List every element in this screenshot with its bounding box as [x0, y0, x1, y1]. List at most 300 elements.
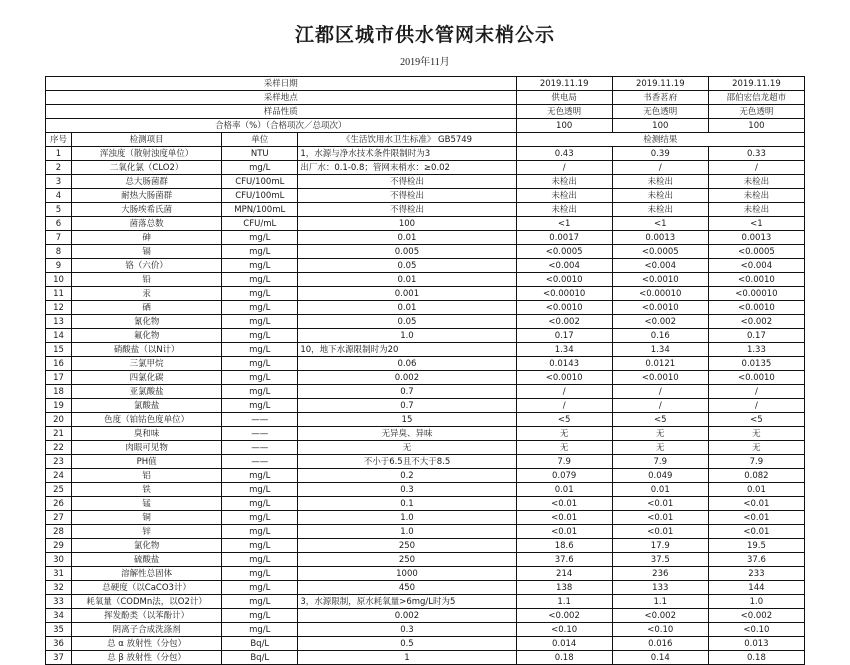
cell-result-3: <0.10 [708, 623, 804, 637]
cell-standard: 1.0 [298, 329, 516, 343]
cell-unit: mg/L [222, 567, 298, 581]
cell-unit: mg/L [222, 483, 298, 497]
cell-no: 14 [46, 329, 72, 343]
table-row [46, 161, 805, 175]
cell-standard: 1 [298, 651, 516, 665]
table-row [46, 441, 805, 455]
cell-result-2: <0.0010 [612, 273, 708, 287]
cell-result-3: 0.013 [708, 637, 804, 651]
table-row [46, 427, 805, 441]
cell-result-1: 0.0143 [516, 357, 612, 371]
cell-result-1: 未检出 [516, 189, 612, 203]
cell-result-1: <0.01 [516, 497, 612, 511]
cell-result-2: 0.14 [612, 651, 708, 665]
cell-result-3: <0.0005 [708, 245, 804, 259]
cell-result-3: 无 [708, 441, 804, 455]
cell-unit: MPN/100mL [222, 203, 298, 217]
cell-result-3: 19.5 [708, 539, 804, 553]
cell-unit: —— [222, 441, 298, 455]
cell-result-3: / [708, 399, 804, 413]
cell-result-1: / [516, 399, 612, 413]
cell-result-3: <0.0010 [708, 301, 804, 315]
cell-result-3: 37.6 [708, 553, 804, 567]
cell-standard: 0.002 [298, 371, 516, 385]
cell-item: 三氯甲烷 [72, 357, 222, 371]
cell-unit: mg/L [222, 301, 298, 315]
table-row [46, 385, 805, 399]
cell-unit: mg/L [222, 273, 298, 287]
table-row [46, 189, 805, 203]
cell-result-1: / [516, 161, 612, 175]
cell-result-2: 未检出 [612, 175, 708, 189]
cell-result-1: <0.0010 [516, 371, 612, 385]
table-row [46, 595, 805, 609]
table-row [46, 469, 805, 483]
cell-result-3: 0.0135 [708, 357, 804, 371]
cell-no: 35 [46, 623, 72, 637]
cell-result-1: / [516, 385, 612, 399]
cell-item: 总 α 放射性（分包） [72, 637, 222, 651]
cell-result-3: <5 [708, 413, 804, 427]
cell-standard: 0.3 [298, 483, 516, 497]
cell-unit: —— [222, 455, 298, 469]
cell-result-1: 37.6 [516, 553, 612, 567]
cell-item: 铬（六价） [72, 259, 222, 273]
cell-result-3: 7.9 [708, 455, 804, 469]
cell-result-2: <0.004 [612, 259, 708, 273]
cell-no: 23 [46, 455, 72, 469]
cell-result-3: <0.004 [708, 259, 804, 273]
cell-item: 氟化物 [72, 329, 222, 343]
cell-result-3: / [708, 385, 804, 399]
cell-standard: 15 [298, 413, 516, 427]
table-row [46, 203, 805, 217]
cell-item: 大肠埃希氏菌 [72, 203, 222, 217]
sampling-date-3: 2019.11.19 [708, 77, 804, 91]
cell-result-1: 0.079 [516, 469, 612, 483]
cell-result-2: <5 [612, 413, 708, 427]
cell-result-1: <0.002 [516, 315, 612, 329]
cell-item: 溶解性总固体 [72, 567, 222, 581]
cell-item: 总大肠菌群 [72, 175, 222, 189]
table-row [46, 525, 805, 539]
cell-unit: CFU/100mL [222, 175, 298, 189]
cell-item: 总硬度（以CaCO3计） [72, 581, 222, 595]
cell-no: 19 [46, 399, 72, 413]
cell-standard: 250 [298, 553, 516, 567]
cell-item: 臭和味 [72, 427, 222, 441]
cell-no: 8 [46, 245, 72, 259]
cell-no: 4 [46, 189, 72, 203]
cell-item: 铅 [72, 273, 222, 287]
cell-no: 37 [46, 651, 72, 665]
table-row [46, 147, 805, 161]
cell-result-2: 无 [612, 427, 708, 441]
label-sampling-date: 采样日期 [46, 77, 517, 91]
cell-no: 29 [46, 539, 72, 553]
cell-standard: 不得检出 [298, 203, 516, 217]
cell-no: 7 [46, 231, 72, 245]
cell-result-1: 7.9 [516, 455, 612, 469]
cell-standard: 不得检出 [298, 175, 516, 189]
cell-result-1: <0.01 [516, 525, 612, 539]
table-row [46, 413, 805, 427]
cell-result-3: 144 [708, 581, 804, 595]
cell-result-2: <0.002 [612, 609, 708, 623]
cell-item: 耐热大肠菌群 [72, 189, 222, 203]
table-row [46, 539, 805, 553]
table-row [46, 315, 805, 329]
table-row [46, 511, 805, 525]
table-row [46, 581, 805, 595]
cell-no: 9 [46, 259, 72, 273]
cell-item: 氰化物 [72, 315, 222, 329]
cell-result-2: 0.016 [612, 637, 708, 651]
cell-item: 亚氯酸盐 [72, 385, 222, 399]
table-row [46, 609, 805, 623]
table-row [46, 483, 805, 497]
cell-unit: mg/L [222, 329, 298, 343]
cell-unit: CFU/100mL [222, 189, 298, 203]
cell-result-3: 1.0 [708, 595, 804, 609]
cell-result-2: 133 [612, 581, 708, 595]
cell-standard: 1.0 [298, 511, 516, 525]
cell-standard: 无异臭、异味 [298, 427, 516, 441]
document-page [0, 20, 850, 663]
cell-standard: 0.1 [298, 497, 516, 511]
cell-no: 31 [46, 567, 72, 581]
cell-standard: 0.01 [298, 231, 516, 245]
cell-item: 挥发酚类（以苯酚计） [72, 609, 222, 623]
label-sampling-location: 采样地点 [46, 91, 517, 105]
cell-no: 16 [46, 357, 72, 371]
cell-no: 24 [46, 469, 72, 483]
cell-result-1: 214 [516, 567, 612, 581]
table-row [46, 455, 805, 469]
cell-item: 总 β 放射性（分包） [72, 651, 222, 665]
cell-no: 15 [46, 343, 72, 357]
cell-standard: 0.002 [298, 609, 516, 623]
cell-no: 2 [46, 161, 72, 175]
cell-no: 21 [46, 427, 72, 441]
cell-result-3: <0.01 [708, 511, 804, 525]
cell-item: 氯酸盐 [72, 399, 222, 413]
cell-unit: mg/L [222, 525, 298, 539]
table-row [46, 637, 805, 651]
col-header-result: 检测结果 [516, 133, 804, 147]
cell-result-2: 0.049 [612, 469, 708, 483]
cell-result-2: / [612, 399, 708, 413]
cell-result-2: <0.0010 [612, 371, 708, 385]
cell-no: 22 [46, 441, 72, 455]
table-row [46, 245, 805, 259]
cell-no: 10 [46, 273, 72, 287]
cell-item: 铜 [72, 511, 222, 525]
table-row [46, 273, 805, 287]
cell-result-2: 7.9 [612, 455, 708, 469]
cell-unit: mg/L [222, 539, 298, 553]
table-row [46, 175, 805, 189]
cell-item: 耗氧量（CODMn法，以O2计） [72, 595, 222, 609]
cell-no: 25 [46, 483, 72, 497]
cell-standard: 不得检出 [298, 189, 516, 203]
page-subtitle: 2019年11月 [400, 57, 450, 68]
table-row [46, 497, 805, 511]
cell-item: 硝酸盐（以N计） [72, 343, 222, 357]
cell-standard: 3，水源限制，原水耗氧量>6mg/L时为5 [298, 595, 516, 609]
cell-result-3: 0.01 [708, 483, 804, 497]
cell-result-3: <0.002 [708, 609, 804, 623]
cell-standard: 不小于6.5且不大于8.5 [298, 455, 516, 469]
table-row [46, 357, 805, 371]
cell-standard: 250 [298, 539, 516, 553]
table-row [46, 301, 805, 315]
cell-no: 17 [46, 371, 72, 385]
sample-property-1: 无色透明 [516, 105, 612, 119]
cell-standard: 0.2 [298, 469, 516, 483]
cell-no: 20 [46, 413, 72, 427]
cell-result-2: 未检出 [612, 203, 708, 217]
cell-result-1: 0.014 [516, 637, 612, 651]
cell-result-1: 无 [516, 427, 612, 441]
header-row-pass-rate [46, 119, 805, 133]
column-header-row [46, 133, 805, 147]
cell-no: 12 [46, 301, 72, 315]
cell-no: 32 [46, 581, 72, 595]
cell-result-1: <0.0010 [516, 273, 612, 287]
cell-result-1: 138 [516, 581, 612, 595]
cell-result-2: <0.002 [612, 315, 708, 329]
cell-standard: 10，地下水源限制时为20 [298, 343, 516, 357]
cell-result-1: <5 [516, 413, 612, 427]
cell-result-1: <0.0010 [516, 301, 612, 315]
cell-result-1: <0.00010 [516, 287, 612, 301]
cell-result-1: 0.43 [516, 147, 612, 161]
cell-item: 锰 [72, 497, 222, 511]
cell-result-3: <0.0010 [708, 273, 804, 287]
cell-unit: mg/L [222, 245, 298, 259]
cell-result-3: <0.01 [708, 525, 804, 539]
sampling-location-1: 供电局 [516, 91, 612, 105]
cell-no: 36 [46, 637, 72, 651]
cell-result-3: 0.17 [708, 329, 804, 343]
cell-item: 锌 [72, 525, 222, 539]
cell-unit: mg/L [222, 357, 298, 371]
cell-item: 镉 [72, 245, 222, 259]
cell-unit: mg/L [222, 259, 298, 273]
cell-item: 四氯化碳 [72, 371, 222, 385]
cell-no: 34 [46, 609, 72, 623]
cell-result-3: / [708, 161, 804, 175]
cell-item: PH值 [72, 455, 222, 469]
cell-standard: 0.7 [298, 385, 516, 399]
cell-standard: 0.01 [298, 301, 516, 315]
cell-no: 30 [46, 553, 72, 567]
cell-standard: 无 [298, 441, 516, 455]
cell-result-2: 未检出 [612, 189, 708, 203]
cell-result-3: 未检出 [708, 189, 804, 203]
cell-result-3: <1 [708, 217, 804, 231]
cell-result-3: 233 [708, 567, 804, 581]
cell-standard: 0.001 [298, 287, 516, 301]
cell-result-1: <0.10 [516, 623, 612, 637]
cell-unit: mg/L [222, 385, 298, 399]
table-row [46, 651, 805, 665]
pass-rate-2: 100 [612, 119, 708, 133]
cell-result-2: <0.01 [612, 497, 708, 511]
table-row [46, 329, 805, 343]
cell-no: 13 [46, 315, 72, 329]
sampling-date-2: 2019.11.19 [612, 77, 708, 91]
cell-standard: 0.06 [298, 357, 516, 371]
cell-result-2: 0.39 [612, 147, 708, 161]
cell-result-1: 1.34 [516, 343, 612, 357]
cell-result-3: 0.33 [708, 147, 804, 161]
cell-result-1: 1.1 [516, 595, 612, 609]
cell-standard: 0.01 [298, 273, 516, 287]
cell-standard: 1.0 [298, 525, 516, 539]
cell-item: 氯化物 [72, 539, 222, 553]
cell-result-3: 0.082 [708, 469, 804, 483]
cell-unit: —— [222, 427, 298, 441]
col-header-standard: 《生活饮用水卫生标准》 GB5749 [298, 133, 516, 147]
cell-result-1: 未检出 [516, 175, 612, 189]
table-row [46, 399, 805, 413]
cell-result-3: 0.0013 [708, 231, 804, 245]
cell-item: 硒 [72, 301, 222, 315]
cell-result-3: <0.0010 [708, 371, 804, 385]
pass-rate-1: 100 [516, 119, 612, 133]
cell-result-2: 236 [612, 567, 708, 581]
cell-result-2: 1.34 [612, 343, 708, 357]
cell-unit: mg/L [222, 623, 298, 637]
cell-result-2: <0.00010 [612, 287, 708, 301]
cell-result-3: <0.00010 [708, 287, 804, 301]
col-header-unit: 单位 [222, 133, 298, 147]
water-quality-table [45, 76, 805, 665]
sampling-date-1: 2019.11.19 [516, 77, 612, 91]
header-row-sampling-location [46, 91, 805, 105]
cell-result-2: 17.9 [612, 539, 708, 553]
cell-result-3: 0.18 [708, 651, 804, 665]
cell-unit: mg/L [222, 497, 298, 511]
sample-property-3: 无色透明 [708, 105, 804, 119]
cell-unit: mg/L [222, 581, 298, 595]
cell-unit: NTU [222, 147, 298, 161]
cell-standard: 1，水源与净水技术条件限制时为3 [298, 147, 516, 161]
sampling-location-2: 书香茗府 [612, 91, 708, 105]
table-row [46, 371, 805, 385]
label-pass-rate: 合格率（%）（合格项次／总项次） [46, 119, 517, 133]
table-row [46, 343, 805, 357]
cell-item: 硫酸盐 [72, 553, 222, 567]
table-body [46, 77, 805, 665]
cell-unit: mg/L [222, 371, 298, 385]
cell-result-2: <0.01 [612, 525, 708, 539]
cell-result-1: 0.01 [516, 483, 612, 497]
cell-result-2: <0.01 [612, 511, 708, 525]
cell-result-2: 37.5 [612, 553, 708, 567]
cell-no: 33 [46, 595, 72, 609]
cell-unit: Bq/L [222, 637, 298, 651]
cell-unit: mg/L [222, 161, 298, 175]
cell-standard: 100 [298, 217, 516, 231]
cell-unit: mg/L [222, 553, 298, 567]
cell-result-2: 0.0121 [612, 357, 708, 371]
cell-result-2: / [612, 161, 708, 175]
cell-standard: 0.7 [298, 399, 516, 413]
cell-result-1: 无 [516, 441, 612, 455]
table-row [46, 567, 805, 581]
col-header-item: 检测项目 [72, 133, 222, 147]
table-row [46, 259, 805, 273]
cell-no: 26 [46, 497, 72, 511]
cell-standard: 0.005 [298, 245, 516, 259]
cell-result-2: <0.0005 [612, 245, 708, 259]
cell-no: 27 [46, 511, 72, 525]
cell-result-3: <0.01 [708, 497, 804, 511]
cell-standard: 1000 [298, 567, 516, 581]
cell-result-1: <0.0005 [516, 245, 612, 259]
cell-result-3: 未检出 [708, 203, 804, 217]
cell-no: 11 [46, 287, 72, 301]
cell-unit: mg/L [222, 231, 298, 245]
table-row [46, 287, 805, 301]
cell-item: 汞 [72, 287, 222, 301]
cell-item: 浑浊度（散射浊度单位） [72, 147, 222, 161]
cell-standard: 0.05 [298, 315, 516, 329]
cell-result-1: 0.18 [516, 651, 612, 665]
cell-result-2: <0.10 [612, 623, 708, 637]
table-row [46, 231, 805, 245]
cell-unit: mg/L [222, 511, 298, 525]
cell-result-2: 0.01 [612, 483, 708, 497]
cell-item: 砷 [72, 231, 222, 245]
cell-result-1: <0.01 [516, 511, 612, 525]
cell-unit: —— [222, 413, 298, 427]
cell-result-1: <0.004 [516, 259, 612, 273]
cell-unit: mg/L [222, 595, 298, 609]
cell-unit: mg/L [222, 315, 298, 329]
cell-standard: 0.5 [298, 637, 516, 651]
cell-standard: 450 [298, 581, 516, 595]
cell-result-3: <0.002 [708, 315, 804, 329]
col-header-no: 序号 [46, 133, 72, 147]
cell-result-1: <0.002 [516, 609, 612, 623]
pass-rate-3: 100 [708, 119, 804, 133]
cell-result-2: <1 [612, 217, 708, 231]
cell-item: 阴离子合成洗涤剂 [72, 623, 222, 637]
cell-result-2: 无 [612, 441, 708, 455]
cell-unit: mg/L [222, 609, 298, 623]
cell-result-2: 0.16 [612, 329, 708, 343]
cell-no: 28 [46, 525, 72, 539]
cell-no: 6 [46, 217, 72, 231]
cell-standard: 0.3 [298, 623, 516, 637]
cell-result-2: 1.1 [612, 595, 708, 609]
header-row-sampling-date [46, 77, 805, 91]
cell-result-3: 未检出 [708, 175, 804, 189]
cell-standard: 出厂水：0.1-0.8；管网末梢水：≥0.02 [298, 161, 516, 175]
cell-result-2: <0.0010 [612, 301, 708, 315]
cell-unit: mg/L [222, 343, 298, 357]
table-row [46, 217, 805, 231]
cell-standard: 0.05 [298, 259, 516, 273]
label-sample-property: 样品性质 [46, 105, 517, 119]
cell-item: 菌落总数 [72, 217, 222, 231]
cell-result-3: 1.33 [708, 343, 804, 357]
cell-no: 1 [46, 147, 72, 161]
